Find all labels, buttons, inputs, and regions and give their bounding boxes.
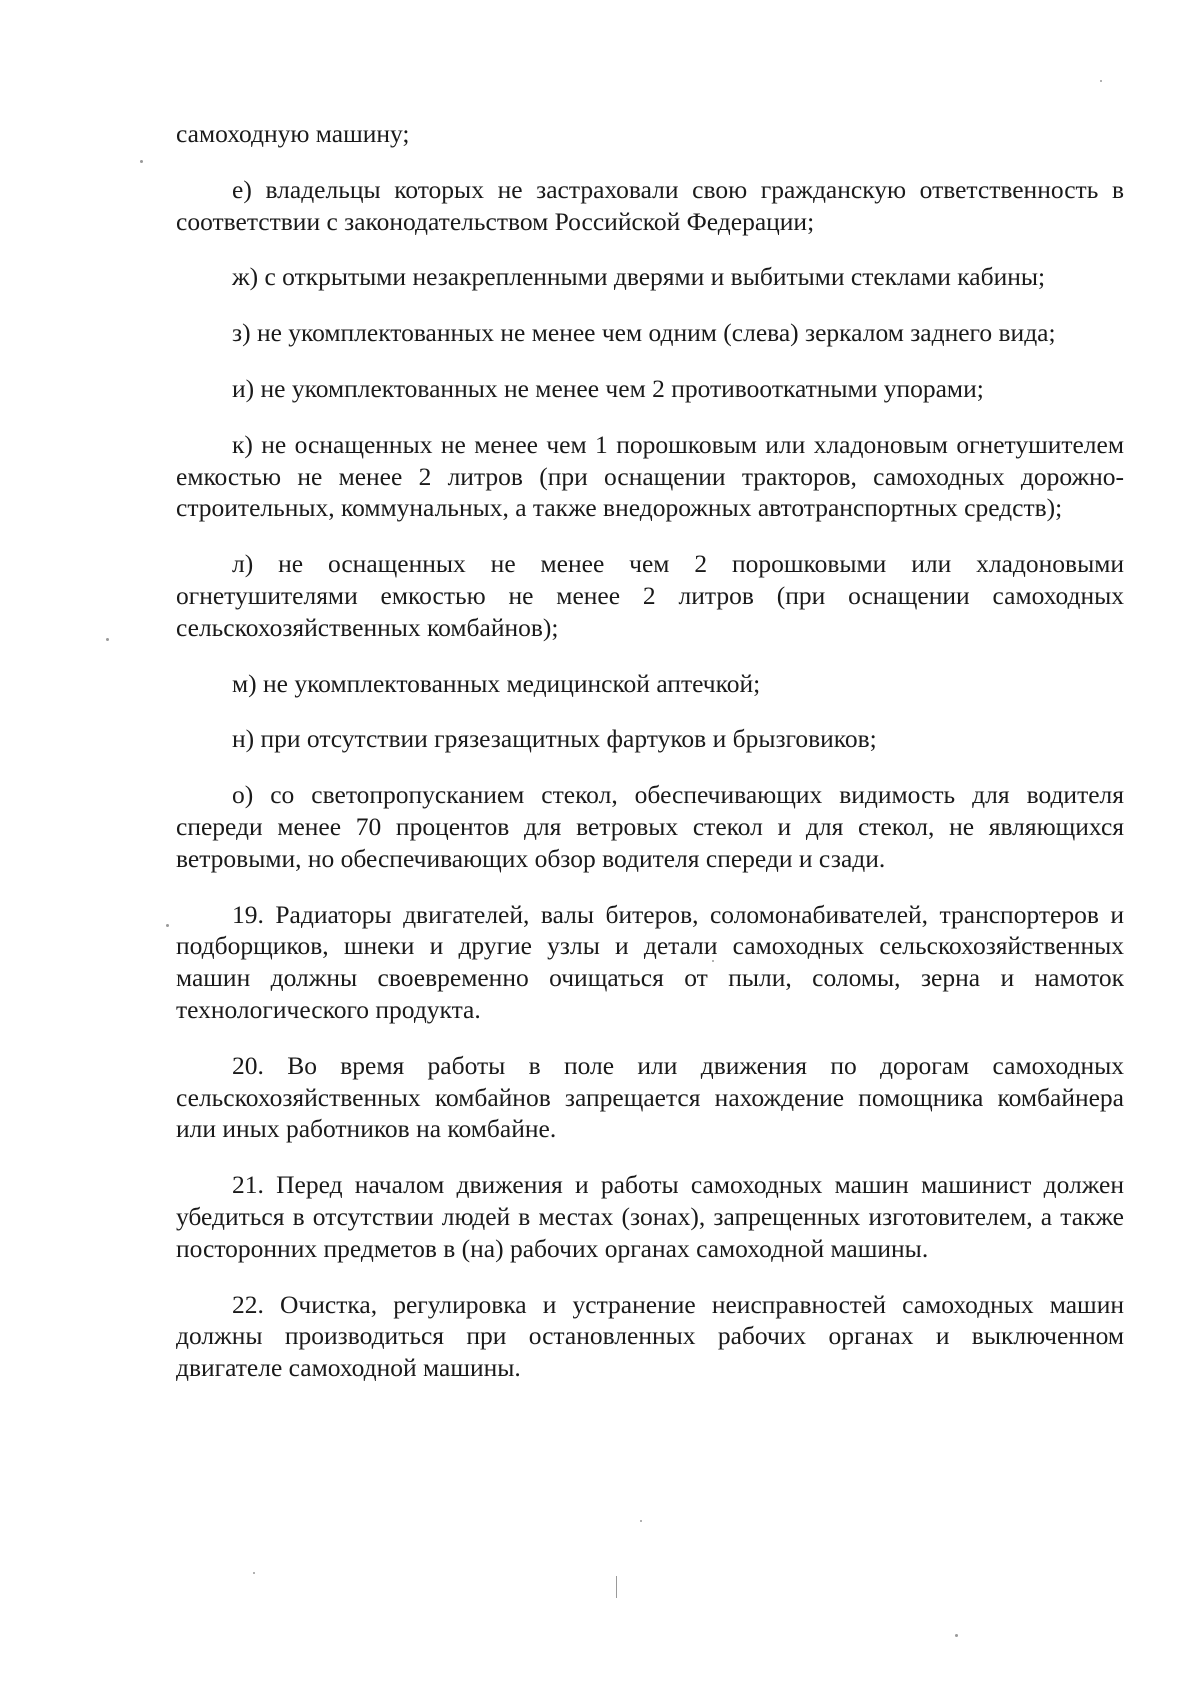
paragraph-item-o: о) со светопропусканием стекол, обеспечивающих видимость для водителя спереди менее 70 процентов для ветровых стекол и для стекол, не являющихся ветровыми, но обеспечивающих обзор водителя спереди и сзади. <box>176 780 1124 873</box>
paragraph-clause-21: 21. Перед началом движения и работы самоходных машин машинист должен убедиться в отсутствии людей в местах (зонах), запрещенных изготовителем, а также посторонних предметов в (на) рабочих органах самоходной машины. <box>176 1170 1124 1263</box>
paragraph-item-i: и) не укомплектованных не менее чем 2 противооткатными упорами; <box>232 373 984 403</box>
scan-speck <box>1100 80 1102 82</box>
scan-speck <box>106 638 109 641</box>
paragraph-clause-19: 19. Радиаторы двигателей, валы битеров, соломонабивателей, транспортеров и подборщиков, шнеки и другие узлы и детали самоходных сельскохозяйственных машин должны своевременно очищаться от пыли, соломы, зерна и намоток технологического продукта. <box>176 899 1124 1024</box>
paragraph-clause-22: 22. Очистка, регулировка и устранение неисправностей самоходных машин должны производиться при остановленных рабочих органах и выключенном двигателе самоходной машины. <box>176 1289 1124 1383</box>
paragraph-item-m: м) не укомплектованных медицинской аптечкой; <box>232 668 761 698</box>
scan-speck <box>166 924 169 927</box>
paragraph-item-e: е) владельцы которых не застраховали свою гражданскую ответственность в соответствии с законодательством Российской Федерации; <box>176 174 1124 236</box>
document-body <box>176 118 1124 1408</box>
scan-speck <box>640 1520 642 1522</box>
scan-speck <box>955 1634 958 1637</box>
paragraph-item-k: к) не оснащенных не менее чем 1 порошковым или хладоновым огнетушителем емкостью не менее 2 литров (при оснащении тракторов, самоходных дорожно-строительных, коммунальных, а также внедорожных автотранспортных средств); <box>176 429 1124 523</box>
scan-mark <box>616 1576 617 1598</box>
paragraph-item-n: н) при отсутствии грязезащитных фартуков и брызговиков; <box>232 724 877 754</box>
paragraph-clause-20: 20. Во время работы в поле или движения по дорогам самоходных сельскохозяйственных комбайнов запрещается нахождение помощника комбайнера или иных работников на комбайне. <box>176 1050 1124 1144</box>
paragraph-continuation: самоходную машину; <box>176 119 410 148</box>
scan-speck <box>712 960 714 962</box>
scan-speck <box>140 160 143 163</box>
paragraph-item-z: з) не укомплектованных не менее чем одним (слева) зеркалом заднего вида; <box>232 318 1056 348</box>
scan-speck <box>253 1572 255 1574</box>
paragraph-item-l: л) не оснащенных не менее чем 2 порошковыми или хладоновыми огнетушителями емкостью не менее 2 литров (при оснащении самоходных сельскохозяйственных комбайнов); <box>176 549 1124 642</box>
paragraph-item-zh: ж) с открытыми незакрепленными дверями и выбитыми стеклами кабины; <box>232 262 1046 292</box>
